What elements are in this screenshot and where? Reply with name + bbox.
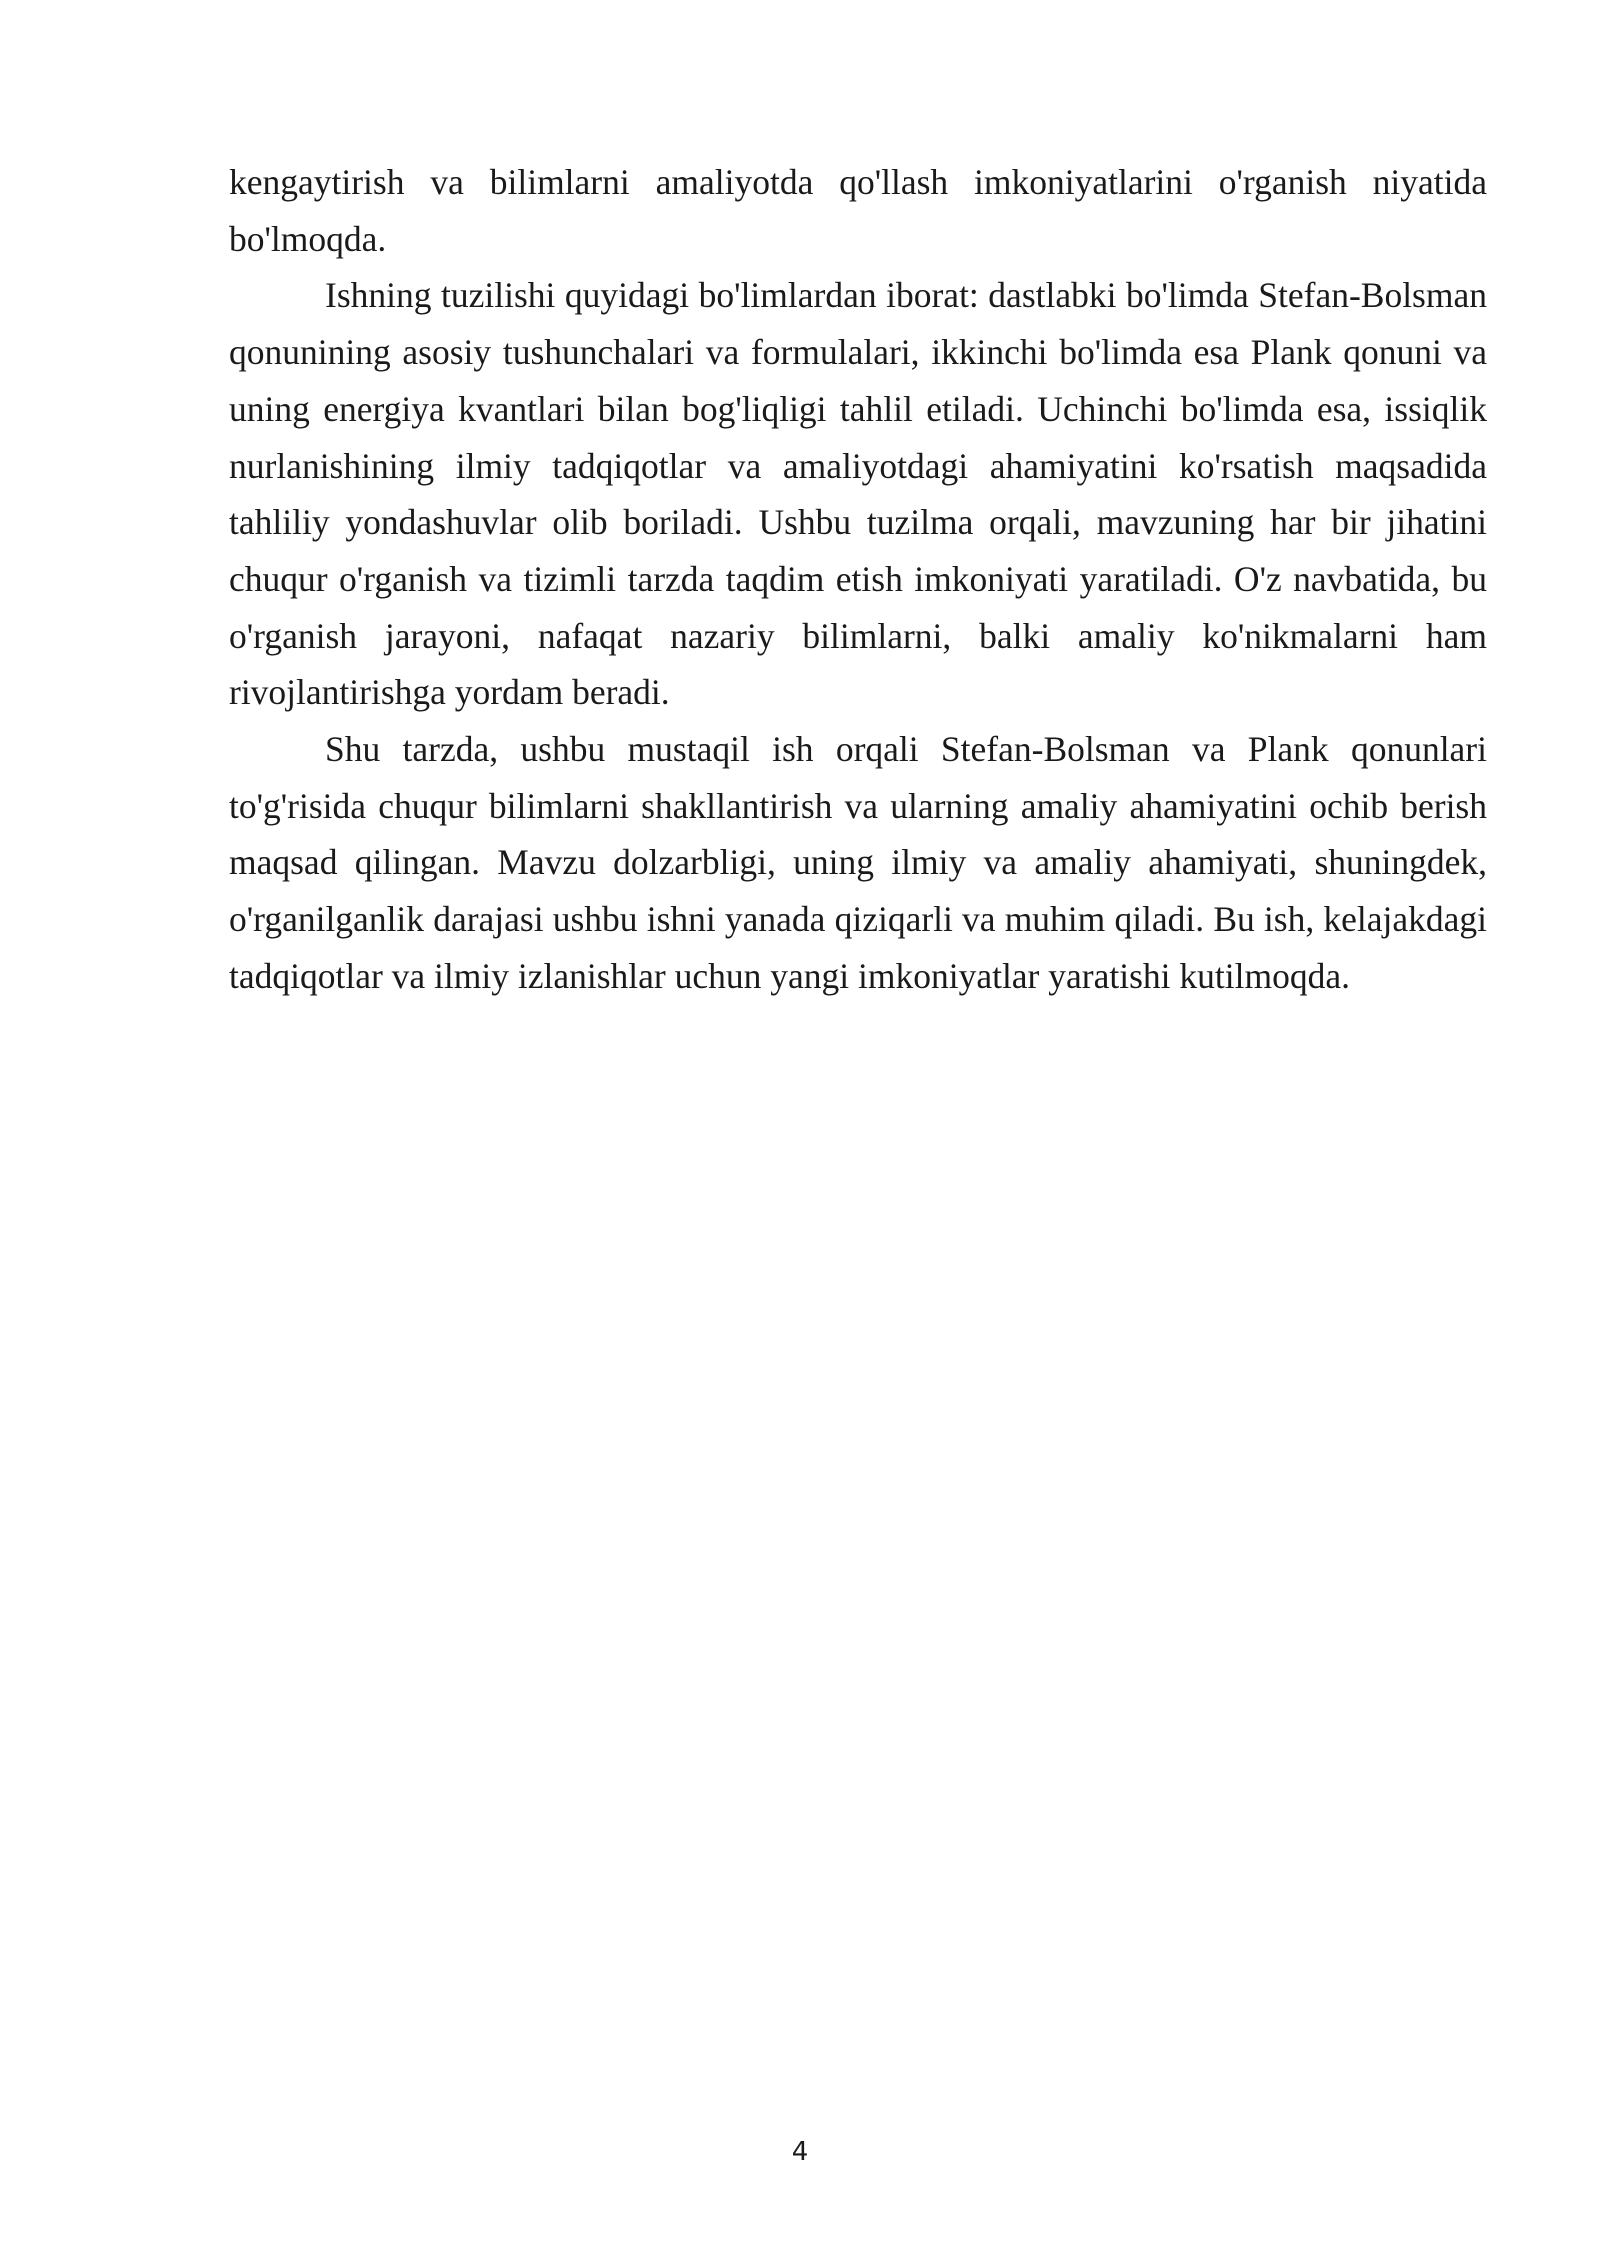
paragraph-continuation: kengaytirish va bilimlarni amaliyotda qo'llash imkoniyatlarini o'rganish niyatida bo'lmoqda.	[229, 162, 1487, 259]
page-number: 4	[791, 2137, 809, 2167]
paragraph-conclusion: Shu tarzda, ushbu mustaqil ish orqali Stefan-Bolsman va Plank qonunlari to'g'risida chuqur bilimlarni shakllantirish va ularning amaliy ahamiyatini ochib berish maqsad qilingan. Mavzu dolzarbligi, uning ilmiy va amaliy ahamiyati, shuningdek, o'rganilganlik darajasi ushbu ishni yanada qiziqarli va muhim qiladi. Bu ish, kelajakdagi tadqiqotlar va ilmiy izlanishlar uchun yangi imkoniyatlar yaratishi kutilmoqda.	[229, 729, 1487, 996]
body-text	[229, 154, 1487, 1005]
paragraph-structure: Ishning tuzilishi quyidagi bo'limlardan iborat: dastlabki bo'limda Stefan-Bolsman qonunining asosiy tushunchalari va formulalari, ikkinchi bo'limda esa Plank qonuni va uning energiya kvantlari bilan bog'liqligi tahlil etiladi. Uchinchi bo'limda esa, issiqlik nurlanishining ilmiy tadqiqotlar va amaliyotdagi ahamiyatini ko'rsatish maqsadida tahliliy yondashuvlar olib boriladi. Ushbu tuzilma orqali, mavzuning har bir jihatini chuqur o'rganish va tizimli tarzda taqdim etish imkoniyati yaratiladi. O'z navbatida, bu o'rganish jarayoni, nafaqat nazariy bilimlarni, balki amaliy ko'nikmalarni ham rivojlantirishga yordam beradi.	[229, 275, 1487, 713]
